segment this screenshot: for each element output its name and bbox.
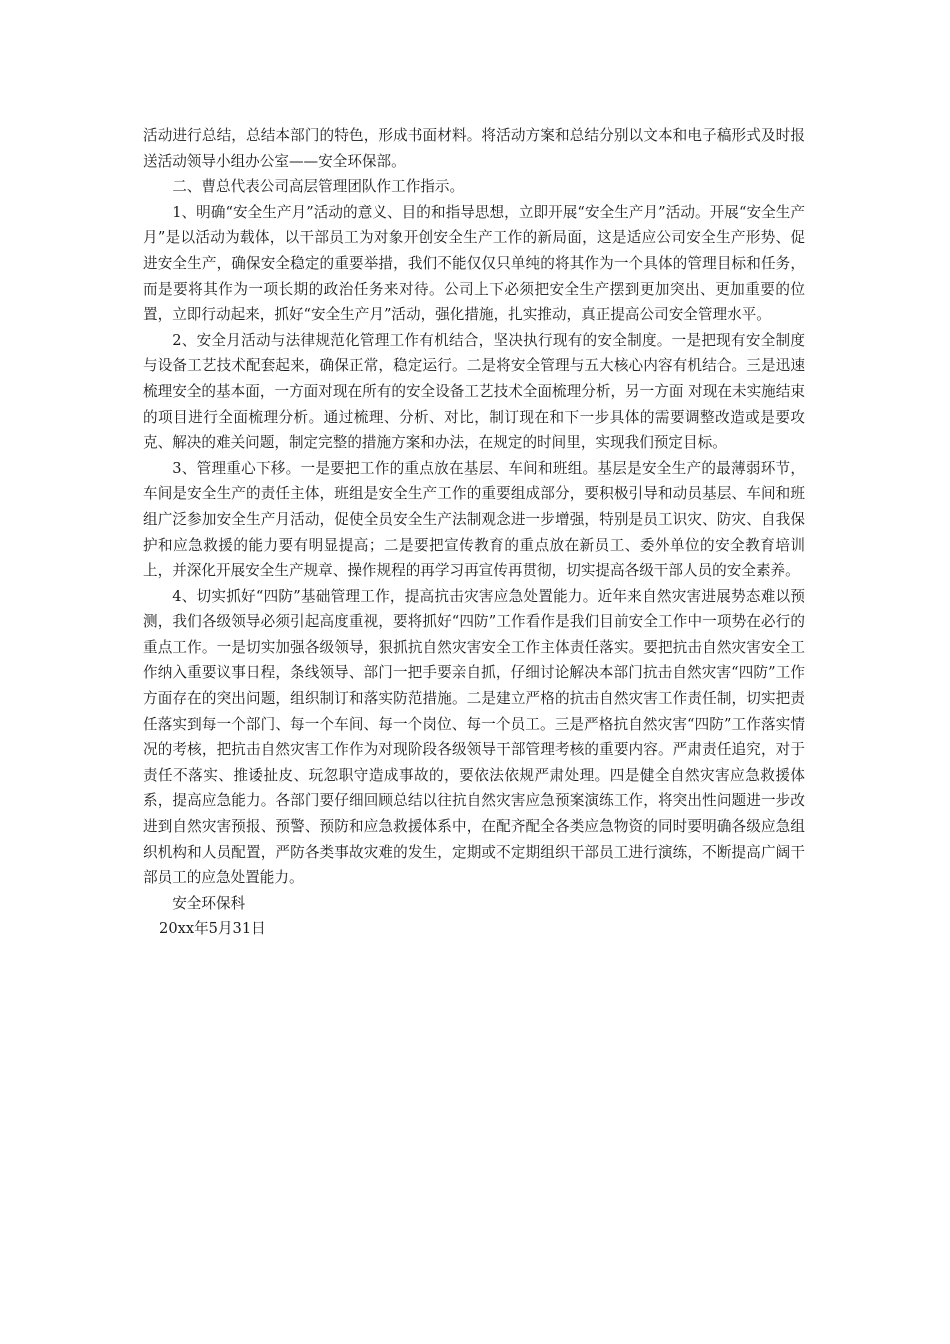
paragraph-item-4: 4、切实抓好“四防”基础管理工作，提高抗击灾害应急处置能力。近年来自然灾害进展势态难以预测，我们各级领导必须引起高度重视，要将抓好“四防”工作看作是我们目前安全工作中一项势在必行的重点工作。一是切实加强各级领导，狠抓抗自然灾害安全工作主体责任落实。要把抗击自然灾害安全工作纳入重要议事日程，条线领导、部门一把手要亲自抓，仔细讨论解决本部门抗击自然灾害“四防”工作方面存在的突出问题，组织制订和落实防范措施。二是建立严格的抗击自然灾害工作责任制，切实把责任落实到每一个部门、每一个车间、每一个岗位、每一个员工。三是严格抗自然灾害“四防”工作落实情况的考核，把抗击自然灾害工作作为对现阶段各级领导干部管理考核的重要内容。严肃责任追究，对于责任不落实、推诿扯皮、玩忽职守造成事故的，要依法依规严肃处理。四是健全自然灾害应急救援体系，提高应急能力。各部门要仔细回顾总结以往抗自然灾害应急预案演练工作，将突出性问题进一步改进到自然灾害预报、预警、预防和应急救援体系中，在配齐配全各类应急物资的同时要明确各级应急组织机构和人员配置，严防各类事故灾难的发生，定期或不定期组织干部员工进行演练，不断提高广阔干部员工的应急处置能力。	[143, 587, 805, 887]
signature-date: 20xx年5月31日	[159, 920, 266, 938]
paragraph-continuation: 活动进行总结，总结本部门的特色，形成书面材料。将活动方案和总结分别以文本和电子稿形式及时报送活动领导小组办公室——安全环保部。	[143, 127, 805, 170]
signature-department: 安全环保科	[172, 894, 246, 912]
paragraph-item-1: 1、明确“安全生产月”活动的意义、目的和指导思想，立即开展“安全生产月”活动。开展“安全生产月”是以活动为载体，以干部员工为对象开创安全生产工作的新局面，这是适应公司安全生产形势、促进安全生产，确保安全稳定的重要举措，我们不能仅仅只单纯的将其作为一个具体的管理目标和任务，而是要将其作为一项长期的政治任务来对待。公司上下必须把安全生产摆到更加突出、更加重要的位置，立即行动起来，抓好“安全生产月”活动，强化措施，扎实推动，真正提高公司安全管理水平。	[143, 203, 805, 324]
document-body	[143, 123, 805, 942]
section-heading-2: 二、曹总代表公司高层管理团队作工作指示。	[172, 178, 465, 196]
paragraph-item-3: 3、管理重心下移。一是要把工作的重点放在基层、车间和班组。基层是安全生产的最薄弱环节，车间是安全生产的责任主体，班组是安全生产工作的重要组成部分，要积极引导和动员基层、车间和班组广泛参加安全生产月活动，促使全员安全生产法制观念进一步增强，特别是员工识灾、防灾、自我保护和应急救援的能力要有明显提高；二是要把宣传教育的重点放在新员工、委外单位的安全教育培训上，并深化开展安全生产规章、操作规程的再学习再宣传再贯彻，切实提高各级干部人员的安全素养。	[143, 459, 805, 580]
paragraph-item-2: 2、安全月活动与法律规范化管理工作有机结合，坚决执行现有的安全制度。一是把现有安全制度与设备工艺技术配套起来，确保正常，稳定运行。二是将安全管理与五大核心内容有机结合。三是迅速梳理安全的基本面，一方面对现在所有的安全设备工艺技术全面梳理分析，另一方面 对现在未实施结束的项目进行全面梳理分析。通过梳理、分析、对比，制订现在和下一步具体的需要调整改造或是要攻克、解决的难关问题，制定完整的措施方案和办法，在规定的时间里，实现我们预定目标。	[143, 331, 805, 452]
